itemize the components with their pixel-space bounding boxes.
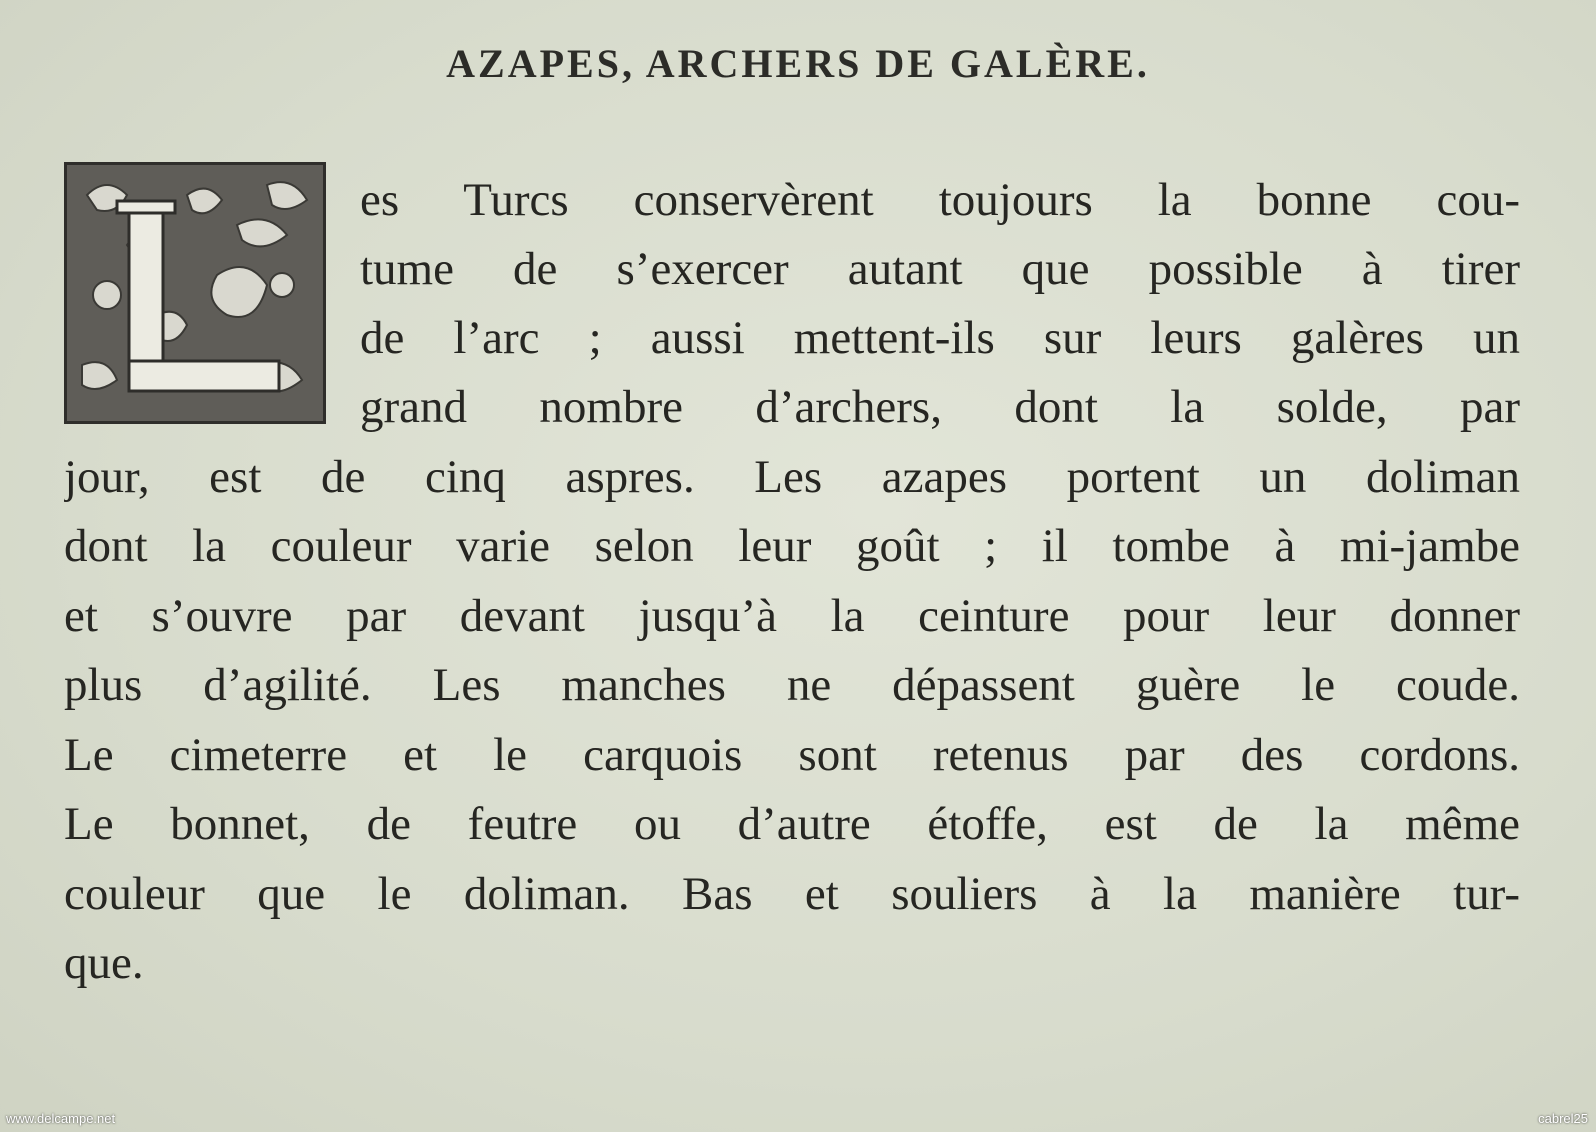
text-line: Le cimeterre et le carquois sont retenus par des cordons.: [64, 729, 1520, 781]
text-line: plus d’agilité. Les manches ne dépassent guère le coude.: [64, 659, 1520, 711]
page-title: AZAPES, ARCHERS DE GALÈRE.: [446, 41, 1150, 86]
text-line: es Turcs conservèrent toujours la bonne cou-: [360, 174, 1520, 226]
text-line: jour, est de cinq aspres. Les azapes portent un doliman: [64, 451, 1520, 503]
text-line: Le bonnet, de feutre ou d’autre étoffe, est de la même: [64, 798, 1520, 850]
text-line-last: que.: [64, 937, 144, 989]
text-line: dont la couleur varie selon leur goût ; il tombe à mi-jambe: [64, 520, 1520, 572]
text-line: tume de s’exercer autant que possible à tirer: [360, 243, 1520, 295]
ornamental-dropcap: [64, 162, 326, 424]
text-line: grand nombre d’archers, dont la solde, par: [360, 381, 1520, 433]
text-line: et s’ouvre par devant jusqu’à la ceinture pour leur donner: [64, 590, 1520, 642]
text-line: couleur que le doliman. Bas et souliers à la manière tur-: [64, 868, 1520, 920]
dropcap-ornament-icon: [67, 165, 323, 421]
watermark-left: www.delcampe.net: [6, 1111, 116, 1126]
text-line: de l’arc ; aussi mettent-ils sur leurs galères un: [360, 312, 1520, 364]
watermark-right: cabrel25: [1538, 1111, 1588, 1126]
